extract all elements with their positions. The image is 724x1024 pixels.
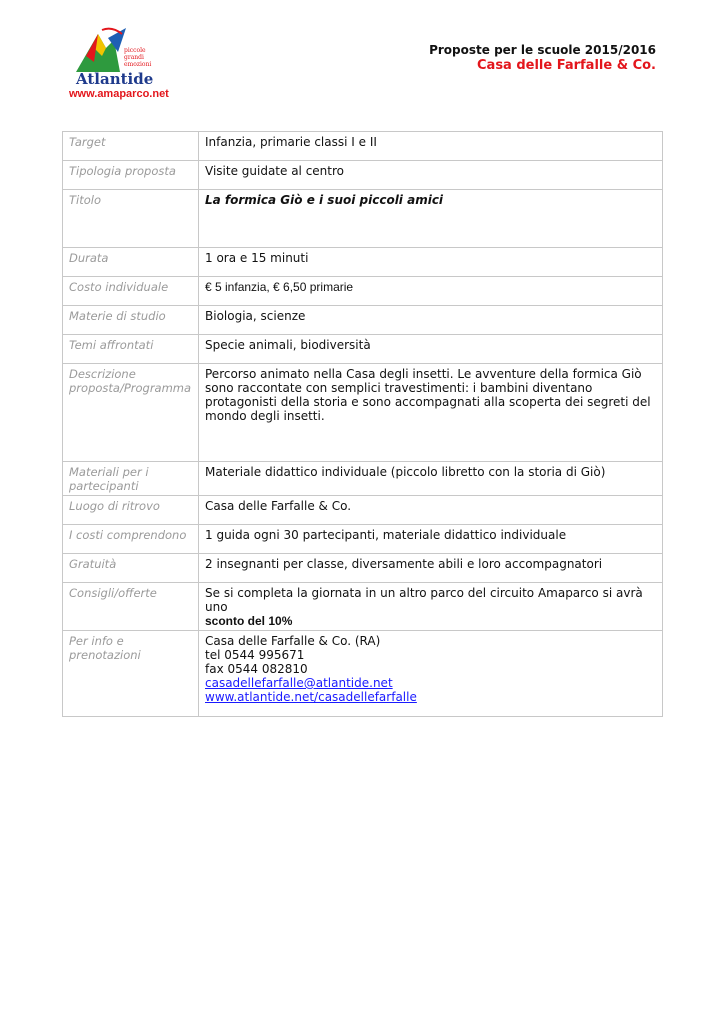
row-value: Materiale didattico individuale (piccolo libretto con la storia di Giò) <box>199 462 663 496</box>
row-value: 1 guida ogni 30 partecipanti, materiale didattico individuale <box>199 525 663 554</box>
row-label: Titolo <box>63 190 199 248</box>
contact-name: Casa delle Farfalle & Co. (RA) <box>205 634 381 648</box>
row-label: Temi affrontati <box>63 335 199 364</box>
logo-tagline-1: piccole <box>124 47 146 54</box>
row-value: Percorso animato nella Casa degli insetti. Le avventure della formica Giò sono raccontate con semplici travestimenti: i bambini diventano protagonisti della storia e sono accompagnati alla scoperta dei segreti del mondo degli insetti. <box>199 364 663 462</box>
website-link[interactable]: www.amaparco.net <box>69 88 169 100</box>
table-row <box>63 364 663 462</box>
table-row <box>63 161 663 190</box>
offer-text: Se si completa la giornata in un altro parco del circuito Amaparco si avrà uno <box>205 586 643 614</box>
row-label: Materiali per i partecipanti <box>63 462 199 496</box>
document-title: Casa delle Farfalle & Co. <box>477 58 656 73</box>
table-row <box>63 496 663 525</box>
row-label: Durata <box>63 248 199 277</box>
row-value <box>199 190 663 248</box>
row-label: Materie di studio <box>63 306 199 335</box>
table-row <box>63 132 663 161</box>
table-row <box>63 525 663 554</box>
table-row <box>63 583 663 631</box>
row-value: Visite guidate al centro <box>199 161 663 190</box>
table-row <box>63 335 663 364</box>
contact-email-link[interactable]: casadellefarfalle@atlantide.net <box>205 676 393 690</box>
table-row <box>63 462 663 496</box>
proposal-title: La formica Giò e i suoi piccoli amici <box>205 193 444 207</box>
table-row <box>63 631 663 717</box>
row-label: Costo individuale <box>63 277 199 306</box>
row-value: € 5 infanzia, € 6,50 primarie <box>199 277 663 306</box>
document-subtitle: Proposte per le scuole 2015/2016 <box>429 43 656 57</box>
row-value: Specie animali, biodiversità <box>199 335 663 364</box>
contact-fax: fax 0544 082810 <box>205 662 308 676</box>
logo-tagline-3: emozioni <box>124 61 152 68</box>
proposal-table <box>62 131 663 717</box>
row-label: Tipologia proposta <box>63 161 199 190</box>
row-label: Per info e prenotazioni <box>63 631 199 717</box>
atlantide-logo <box>68 26 168 86</box>
row-value <box>199 631 663 717</box>
contact-phone: tel 0544 995671 <box>205 648 305 662</box>
row-value: Biologia, scienze <box>199 306 663 335</box>
logo-wordmark: Atlantide <box>76 70 154 86</box>
row-value <box>199 583 663 631</box>
row-label: Luogo di ritrovo <box>63 496 199 525</box>
table-row <box>63 277 663 306</box>
row-value: 1 ora e 15 minuti <box>199 248 663 277</box>
row-label: Gratuità <box>63 554 199 583</box>
row-label: I costi comprendono <box>63 525 199 554</box>
table-row <box>63 190 663 248</box>
row-label: Descrizione proposta/Programma <box>63 364 199 462</box>
row-label: Target <box>63 132 199 161</box>
table-row <box>63 554 663 583</box>
row-value: Casa delle Farfalle & Co. <box>199 496 663 525</box>
row-value: Infanzia, primarie classi I e II <box>199 132 663 161</box>
contact-website-link[interactable]: www.atlantide.net/casadellefarfalle <box>205 690 417 704</box>
table-row <box>63 306 663 335</box>
row-label: Consigli/offerte <box>63 583 199 631</box>
logo-tagline-2: grandi <box>124 54 144 61</box>
table-row <box>63 248 663 277</box>
row-value: 2 insegnanti per classe, diversamente abili e loro accompagnatori <box>199 554 663 583</box>
document-header <box>429 43 656 73</box>
discount-text: sconto del 10% <box>205 614 293 628</box>
